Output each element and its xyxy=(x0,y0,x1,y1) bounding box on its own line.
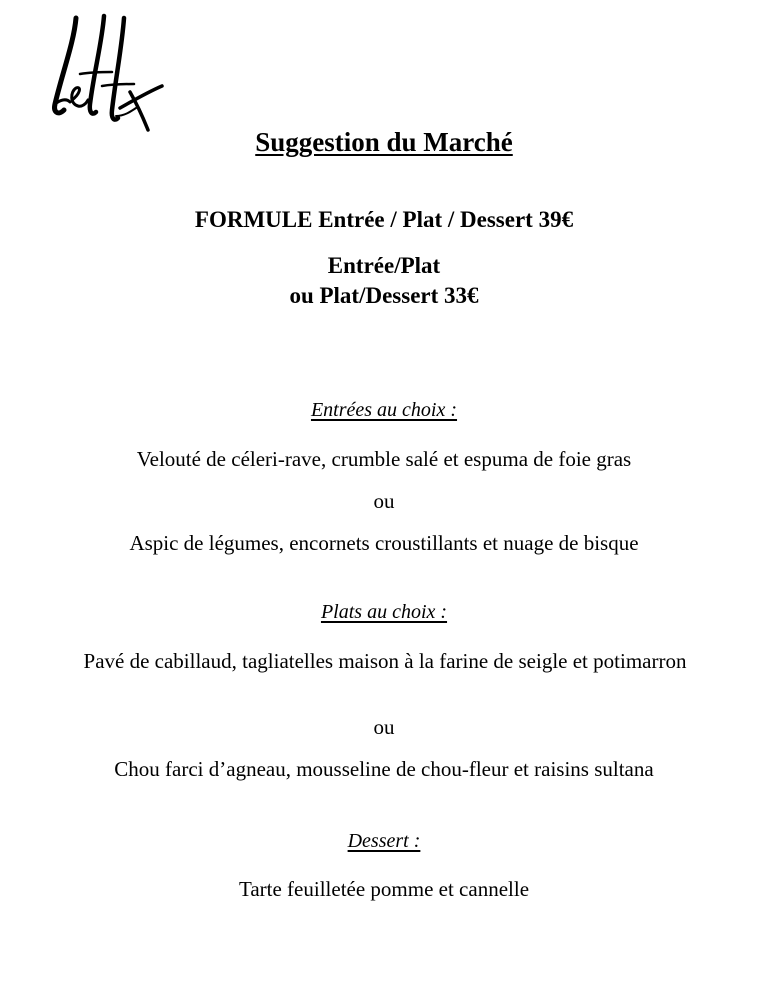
lett-signature-logo xyxy=(50,12,168,142)
dessert-option-1: Tarte feuilletée pomme et cannelle xyxy=(238,877,530,901)
plat-separator: ou xyxy=(373,715,395,739)
formula-three-courses: FORMULE Entrée / Plat / Dessert 39€ xyxy=(194,207,574,232)
plat-option-2: Chou farci d’agneau, mousseline de chou-fleur et raisins sultana xyxy=(114,757,654,781)
plat-option-1: Pavé de cabillaud, tagliatelles maison à la farine de seigle et potimarron xyxy=(83,649,687,673)
entree-option-1: Velouté de céleri-rave, crumble salé et espuma de foie gras xyxy=(136,447,632,471)
formula-two-courses-line2: ou Plat/Dessert 33€ xyxy=(289,283,479,308)
entree-separator: ou xyxy=(373,489,395,513)
menu-title: Suggestion du Marché xyxy=(255,127,513,157)
dessert-heading: Dessert : xyxy=(347,830,421,852)
plats-heading: Plats au choix : xyxy=(320,601,448,623)
entree-option-2: Aspic de légumes, encornets croustillants et nuage de bisque xyxy=(129,531,639,555)
entrees-heading: Entrées au choix : xyxy=(310,399,458,421)
formula-two-courses-line1: Entrée/Plat xyxy=(327,253,441,278)
